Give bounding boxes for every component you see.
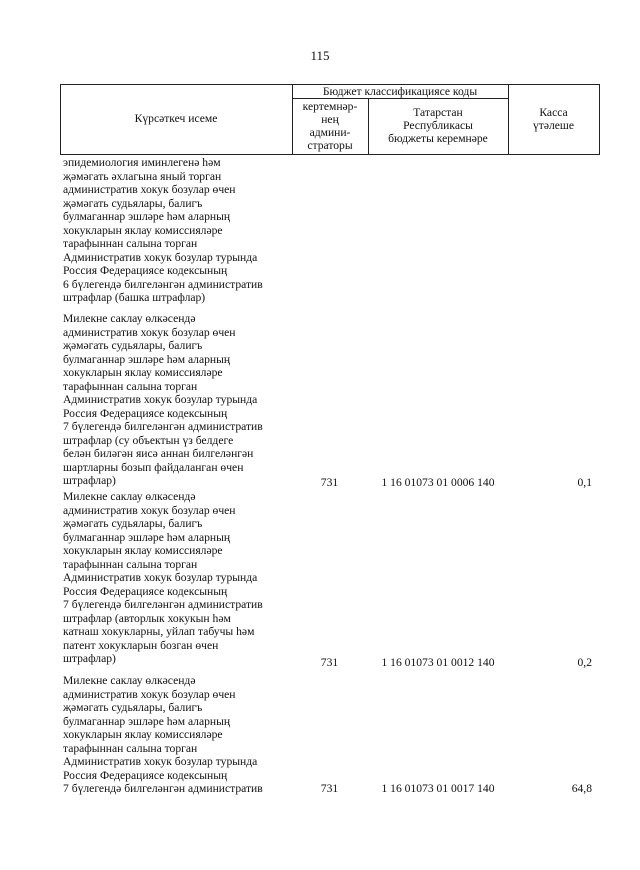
table-row-description: Милекне саклау өлкәсендә административ хокук бозулар өчен җәмәгать судьялары, балигъ булмаганнар эшләре һәм аларның хокукларын яклау комиссияләре тарафыннан салына торган Административ хокук бозулар турында Россия Федерациясе кодексының 7 бүлегендә билгеләнгән административ	[63, 674, 263, 795]
header-amount-col: Касса үтәлеше	[532, 106, 574, 132]
cash-amount: 0,2	[577, 656, 592, 669]
table-row-description: Милекне саклау өлкәсендә административ хокук бозулар өчен җәмәгать судьялары, балигъ булмаганнар эшләре һәм аларның хокукларын яклау комиссияләре тарафыннан салына торган Административ хокук бозулар турында Россия Федерациясе кодексының 7 бүлегендә билгеләнгән административ штрафлар (су объектын үз белдеге белән биләгән яисә аннан билгеләнгән шартларны бозып файдаланган өчен штрафлар)	[63, 312, 263, 487]
cash-amount: 64,8	[571, 782, 592, 795]
header-code-col: Татарстан Республикасы бюджеты керемнәре	[388, 106, 488, 145]
header-budget-group: Бюджет классификациясе коды	[322, 85, 478, 98]
admin-code: 731	[320, 476, 339, 489]
admin-code: 731	[320, 656, 339, 669]
header-indicator: Күрсәткеч исеме	[134, 112, 218, 125]
budget-code: 1 16 01073 01 0006 140	[381, 476, 495, 489]
budget-code: 1 16 01073 01 0017 140	[381, 782, 495, 795]
cash-amount: 0,1	[577, 476, 592, 489]
table-row-description: Милекне саклау өлкәсендә административ хокук бозулар өчен җәмәгать судьялары, балигъ булмаганнар эшләре һәм аларның хокукларын яклау комиссияләре тарафыннан салына торган Административ хокук бозулар турында Россия Федерациясе кодексының 7 бүлегендә билгеләнгән административ штрафлар (авторлык хокукын һәм катнаш хокукларны, уйлап табучы һәм патент хокукларын бозган өчен штрафлар)	[63, 490, 263, 665]
header-admin-col: кертемнәр- нең админи- страторы	[302, 100, 358, 152]
page-number: 115	[310, 48, 330, 63]
admin-code: 731	[320, 782, 339, 795]
budget-code: 1 16 01073 01 0012 140	[381, 656, 495, 669]
table-row-description: эпидемиология иминлегенә һәм җәмәгать әхлагына яный торган административ хокук бозулар өчен җәмәгать судьялары, балигъ булмаганнар эшләре һәм аларның хокукларын яклау комиссияләре тарафыннан салына торган Административ хокук бозулар турында Россия Федерациясе кодексының 6 бүлегендә билгеләнгән административ штрафлар (башка штрафлар)	[63, 156, 263, 304]
